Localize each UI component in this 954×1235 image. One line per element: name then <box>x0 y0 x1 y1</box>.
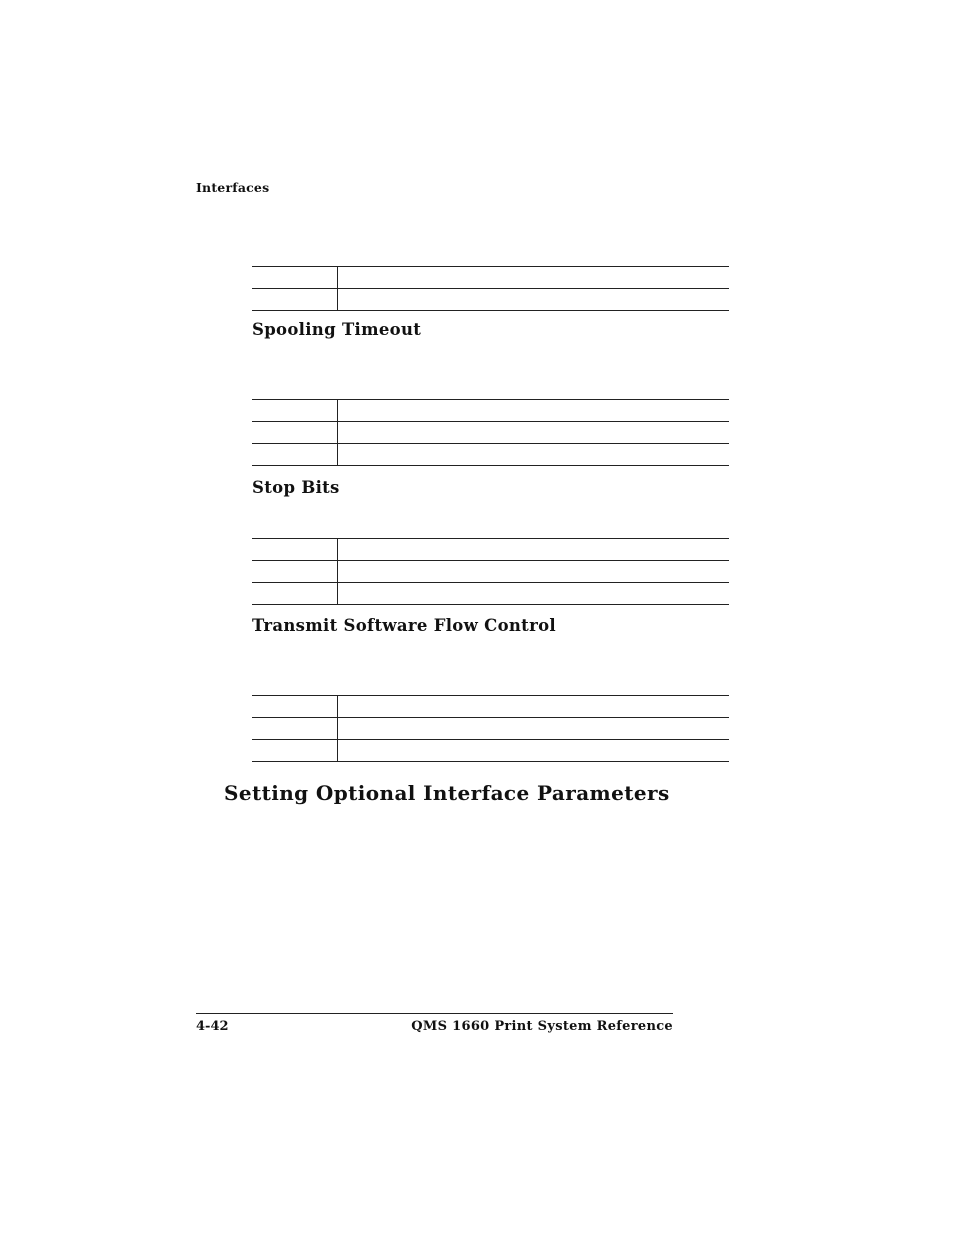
subhead-transmit-software-flow-control: Transmit Software Flow Control <box>252 616 556 635</box>
parameter-table-transmit-flow-control <box>252 695 729 762</box>
table-row <box>252 561 729 583</box>
running-head: Interfaces <box>196 180 270 195</box>
book-title: QMS 1660 Print System Reference <box>411 1019 673 1034</box>
table-row <box>252 740 729 762</box>
parameter-table-spooling-timeout <box>252 399 729 466</box>
table-row <box>252 718 729 740</box>
section-heading: Setting Optional Interface Parameters <box>224 781 670 805</box>
page-number: 4-42 <box>196 1019 229 1034</box>
table-row <box>252 422 729 444</box>
subhead-stop-bits: Stop Bits <box>252 478 340 497</box>
parameter-table-1 <box>252 266 729 311</box>
table-row <box>252 696 729 718</box>
parameter-table-stop-bits <box>252 538 729 605</box>
table-row <box>252 289 729 311</box>
footer-rule <box>196 1013 673 1014</box>
table-row <box>252 444 729 466</box>
table-row <box>252 539 729 561</box>
table-row <box>252 267 729 289</box>
subhead-spooling-timeout: Spooling Timeout <box>252 320 422 339</box>
table-row <box>252 583 729 605</box>
table-row <box>252 400 729 422</box>
